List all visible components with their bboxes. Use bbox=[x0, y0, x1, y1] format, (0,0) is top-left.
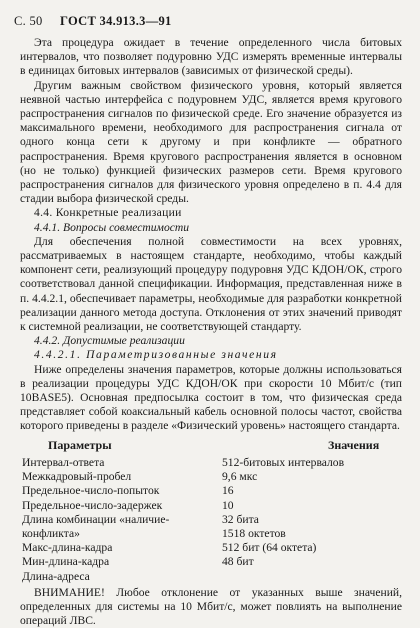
param-name: Предельное-число-задержек bbox=[22, 498, 163, 512]
param-name: Длина комбинации «наличие- bbox=[22, 512, 170, 526]
param-value: 1518 октетов bbox=[222, 526, 286, 540]
page-number: С. 50 bbox=[14, 14, 43, 28]
param-value: 9,6 мкс bbox=[222, 470, 258, 484]
paragraph-2: Другим важным свойством физического уровня, который является неявной частью интерфейса с подуровнем УДС, является время кругового распространения сигналов по физической среде. Его значение образуется из максимального времени, необходимого для распространения сигнала от одного конца сети к другому и при конфликте — обратного распространения. Время кругового распространения является в основном (но не только) функцией физических размеров сети. Время кругового распространения сигналов для физического уровня определено в п. 4.4 для стадии выбора физической среды. bbox=[20, 78, 402, 206]
param-name: Интервал-ответа bbox=[22, 455, 105, 469]
table-row bbox=[20, 456, 402, 470]
param-value: 48 бит bbox=[222, 555, 254, 569]
heading-4-4-2: 4.4.2. Допустимые реализации bbox=[34, 334, 185, 348]
warning-note: ВНИМАНИЕ! Любое отклонение от указанных выше значений, определенных для системы на 10 Мбит/с, может повлиять на выполнение операций ЛВС. bbox=[20, 585, 402, 628]
paragraph-3: Для обеспечения полной совместимости на всех уровнях, рассматриваемых в настоящем стандарте, необходимо, чтобы каждый компонент сети, реализующий процедуру подуровня УДС КДОН/ОК, строго соответствовал данной спецификации. Информация, представленная ниже в п. 4.4.2.1, обеспечивает параметры, необходимые для разработки конкретной реализации данного метода доступа. Отклонения от этих значений приводят к системной реализации, не соответствующей стандарту. bbox=[20, 234, 402, 334]
table-row bbox=[20, 513, 402, 527]
document-body bbox=[20, 36, 402, 628]
table-row bbox=[20, 527, 402, 541]
param-value: 512 бит (64 октета) bbox=[222, 541, 317, 555]
param-value bbox=[222, 570, 402, 584]
param-value: 32 бита bbox=[222, 512, 259, 526]
standard-id: ГОСТ 34.913.3—91 bbox=[60, 14, 172, 28]
page-header bbox=[14, 14, 172, 29]
parameters-table bbox=[20, 438, 402, 584]
heading-4-4-2-1: 4.4.2.1. Параметризованные значения bbox=[34, 348, 278, 362]
table-header bbox=[20, 438, 402, 452]
param-name: конфликта» bbox=[22, 526, 80, 540]
column-header-params: Параметры bbox=[48, 437, 112, 452]
param-name: Длина-адреса bbox=[22, 569, 90, 583]
table-row bbox=[20, 555, 402, 569]
table-row bbox=[20, 541, 402, 555]
table-row bbox=[20, 499, 402, 513]
column-header-values: Значения bbox=[328, 437, 380, 452]
table-row bbox=[20, 570, 402, 584]
table-row bbox=[20, 470, 402, 484]
paragraph-4: Ниже определены значения параметров, которые должны использоваться в реализации процедуры УДС КДОН/ОК при скорости 10 Мбит/с (тип 10BASE5). Основная предпосылка состоит в том, что физическая среда представляет собой коаксиальный кабель основной полосы частот, свойства которого приведены в разделе «Физический уровень» настоящего стандарта. bbox=[20, 362, 402, 433]
param-value: 512-битовых интервалов bbox=[222, 455, 345, 469]
paragraph-1: Эта процедура ожидает в течение определенного числа битовых интервалов, что позволяет подуровню УДС измерять временные интервалы в единицах битовых интервалов (зависимых от физической среды). bbox=[20, 36, 402, 78]
param-name: Макс-длина-кадра bbox=[22, 541, 113, 555]
param-name: Предельное-число-попыток bbox=[22, 484, 160, 498]
heading-4-4-1: 4.4.1. Вопросы совместимости bbox=[34, 220, 190, 234]
heading-4-4: 4.4. Конкретные реализации bbox=[34, 206, 182, 220]
table-row bbox=[20, 484, 402, 498]
param-value: 16 bbox=[222, 484, 234, 498]
param-value: 10 bbox=[222, 498, 234, 512]
param-name: Мин-длина-кадра bbox=[22, 555, 110, 569]
param-name: Межкадровый-пробел bbox=[22, 470, 132, 484]
